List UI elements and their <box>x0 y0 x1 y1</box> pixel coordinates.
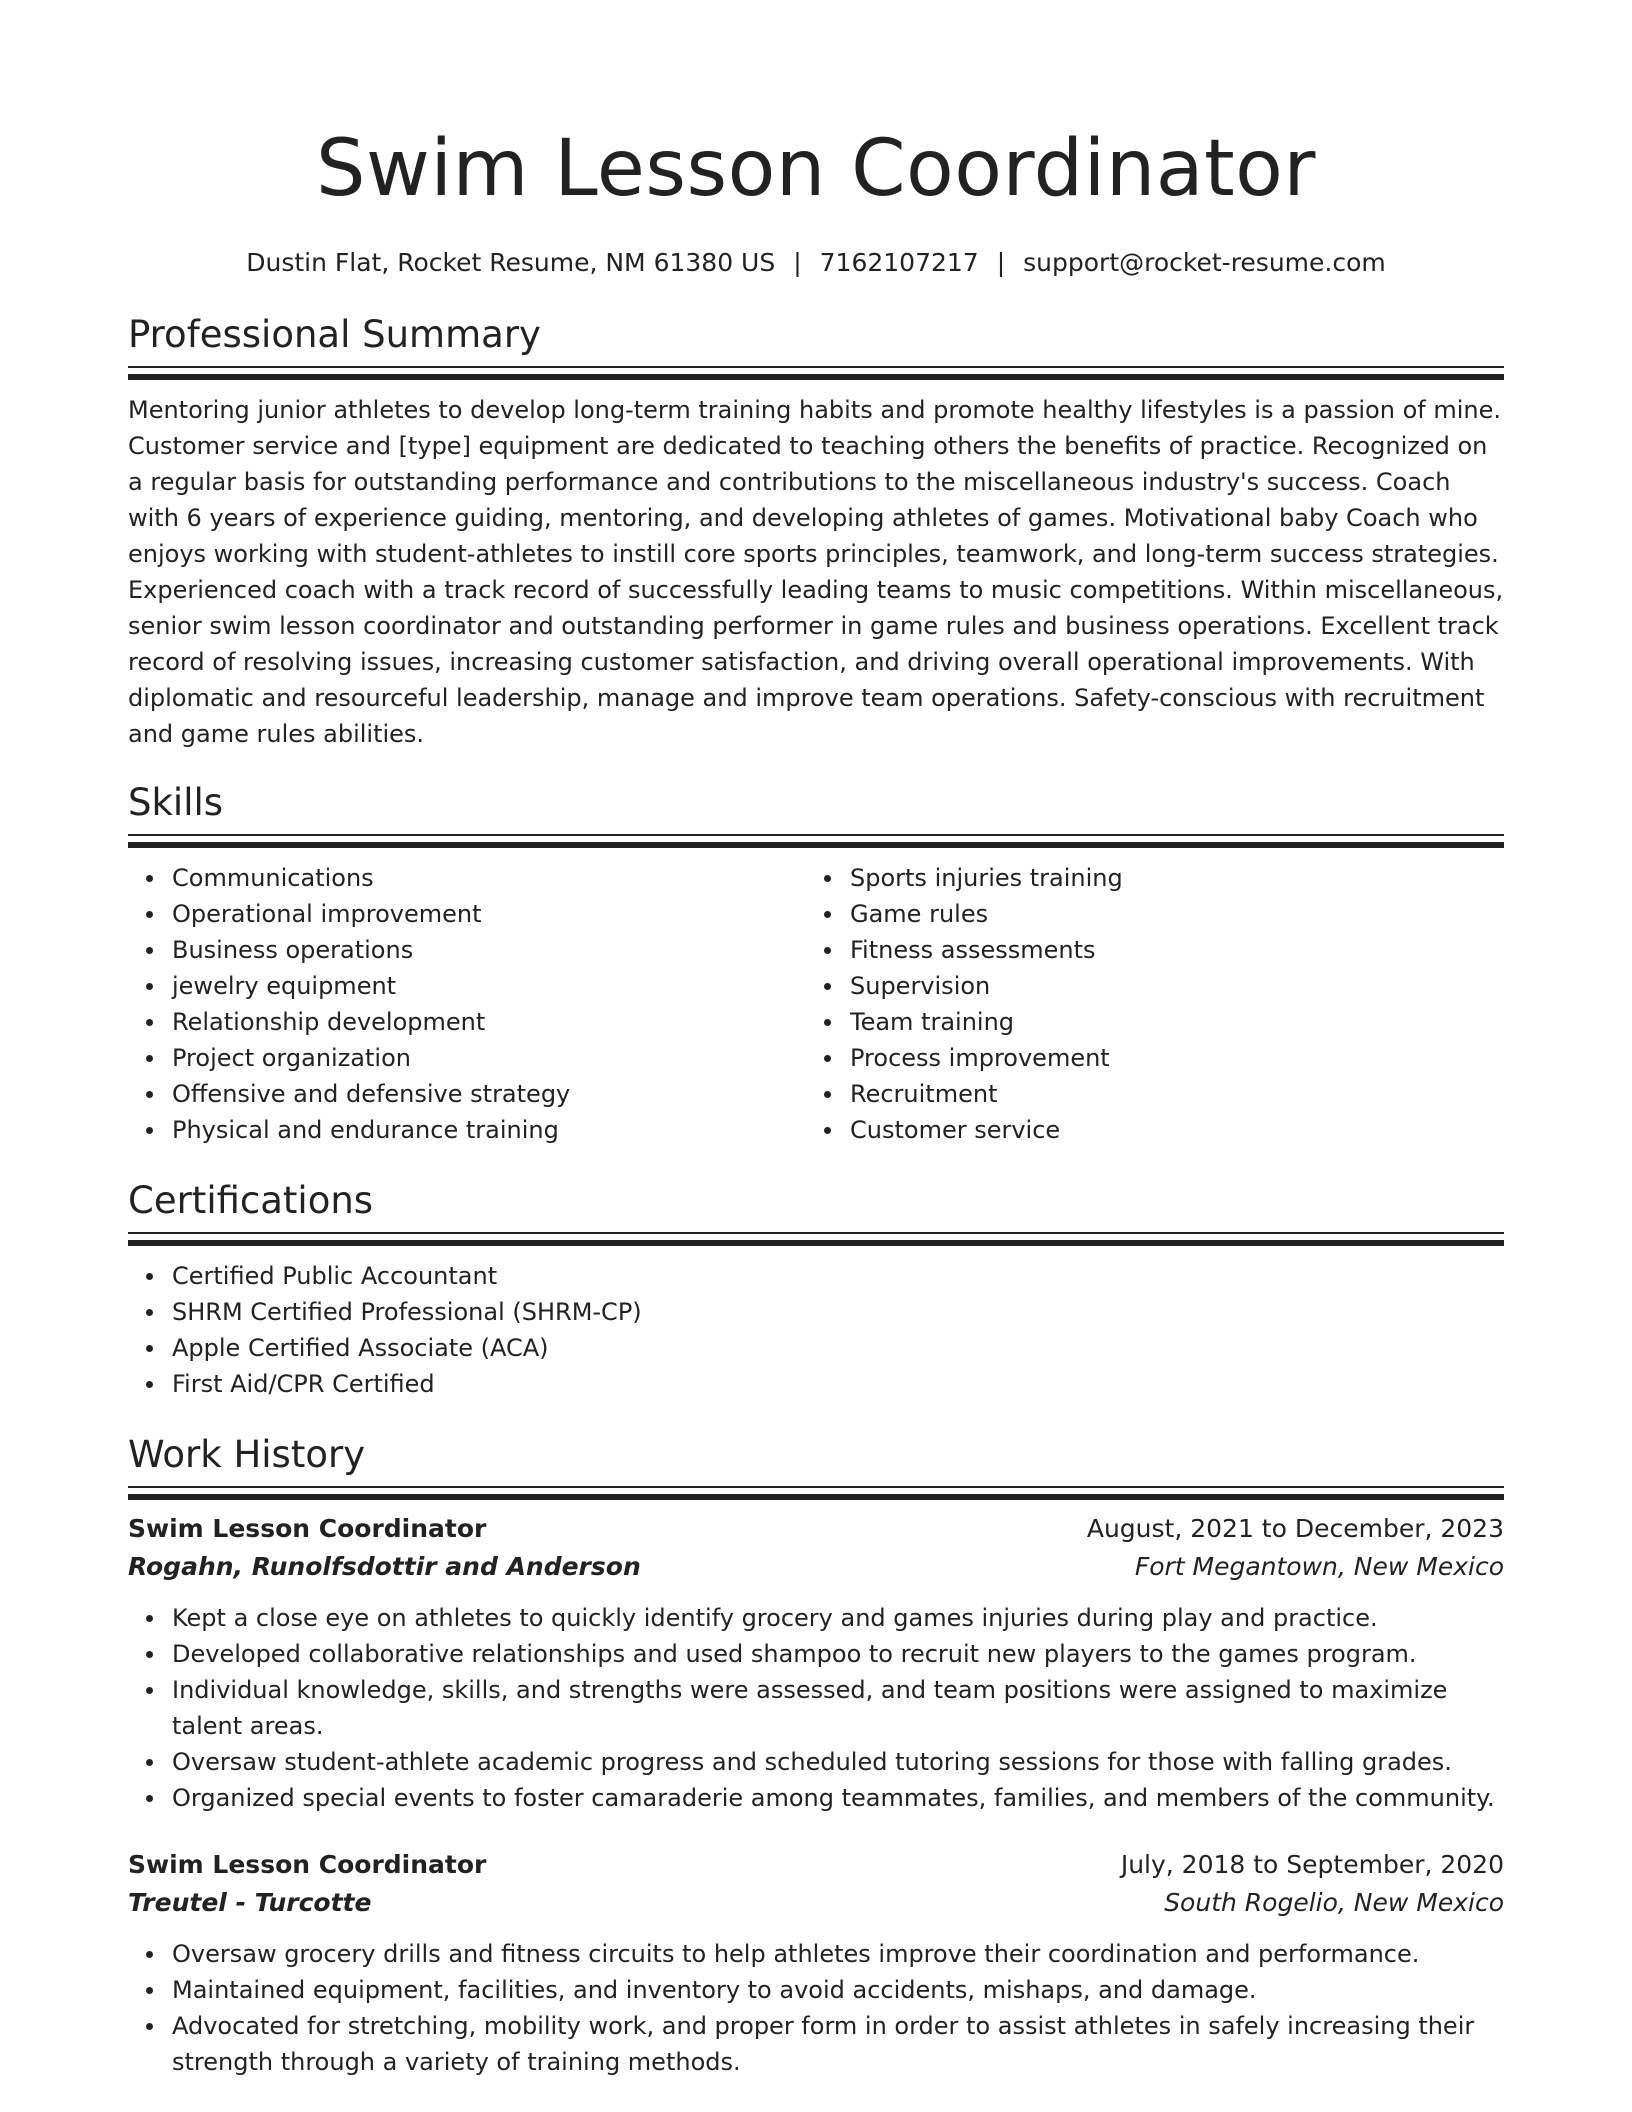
skill-item: Team training <box>850 1004 1484 1040</box>
certification-item: SHRM Certified Professional (SHRM-CP) <box>172 1294 1504 1330</box>
skill-item: Process improvement <box>850 1040 1484 1076</box>
job-subheader <box>128 1548 1504 1586</box>
contact-phone: 7162107217 <box>819 248 979 277</box>
summary-section <box>128 312 1504 752</box>
contact-address: Dustin Flat, Rocket Resume, NM 61380 US <box>246 248 776 277</box>
job-duties <box>128 1600 1504 1816</box>
certifications-list <box>128 1258 1504 1402</box>
job-entry <box>128 1510 1504 1816</box>
resume-page <box>128 0 1504 2080</box>
skill-item: Offensive and defensive strategy <box>172 1076 806 1112</box>
job-subheader <box>128 1884 1504 1922</box>
skills-column-left <box>128 860 806 1148</box>
work-history-heading: Work History <box>128 1433 366 1476</box>
skill-item: Fitness assessments <box>850 932 1484 968</box>
section-divider <box>128 1486 1504 1502</box>
skill-item: Customer service <box>850 1112 1484 1148</box>
job-duty: Maintained equipment, facilities, and inventory to avoid accidents, mishaps, and damage. <box>172 1972 1504 2008</box>
job-duty: Advocated for stretching, mobility work, and proper form in order to assist athletes in safely increasing their strength through a variety of training methods. <box>172 2008 1504 2080</box>
certification-item: Certified Public Accountant <box>172 1258 1504 1294</box>
skill-item: Sports injuries training <box>850 860 1484 896</box>
contact-separator: | <box>996 248 1006 277</box>
skill-item: Business operations <box>172 932 806 968</box>
skill-item: Supervision <box>850 968 1484 1004</box>
skill-item: Physical and endurance training <box>172 1112 806 1148</box>
section-divider <box>128 834 1504 850</box>
contact-line <box>128 246 1504 280</box>
job-dates: August, 2021 to December, 2023 <box>1086 1514 1504 1543</box>
job-entry <box>128 1846 1504 2080</box>
job-title: Swim Lesson Coordinator <box>128 1514 487 1543</box>
job-location: South Rogelio, New Mexico <box>1164 1888 1504 1917</box>
skill-item: Operational improvement <box>172 896 806 932</box>
work-history-section <box>128 1432 1504 2080</box>
job-duty: Kept a close eye on athletes to quickly identify grocery and games injuries during play and practice. <box>172 1600 1504 1636</box>
candidate-name: Swim Lesson Coordinator <box>316 124 1316 214</box>
certifications-section <box>128 1178 1504 1402</box>
summary-text: Mentoring junior athletes to develop long-term training habits and promote healthy lifestyles is a passion of mine. Customer service and [type] equipment are dedicated to teaching others the benefits of practice. Recognized on a regular basis for outstanding performance and contributions to the miscellaneous industry's success. Coach with 6 years of experience guiding, mentoring, and developing athletes of games. Motivational baby Coach who enjoys working with student-athletes to instill core sports principles, teamwork, and long-term success strategies. Experienced coach with a track record of successfully leading teams to music competitions. Within miscellaneous, senior swim lesson coordinator and outstanding performer in game rules and business operations. Excellent track record of resolving issues, increasing customer satisfaction, and driving overall operational improvements. With diplomatic and resourceful leadership, manage and improve team operations. Safety-conscious with recruitment and game rules abilities. <box>128 396 1504 748</box>
skills-grid <box>128 860 1504 1148</box>
job-duties <box>128 1936 1504 2080</box>
contact-email: support@rocket-resume.com <box>1023 248 1386 277</box>
skill-item: Relationship development <box>172 1004 806 1040</box>
certification-item: Apple Certified Associate (ACA) <box>172 1330 1504 1366</box>
job-title: Swim Lesson Coordinator <box>128 1850 487 1879</box>
skills-heading: Skills <box>128 781 224 824</box>
section-divider <box>128 366 1504 382</box>
contact-separator: | <box>793 248 802 277</box>
job-company: Treutel - Turcotte <box>128 1888 372 1917</box>
skills-column-right <box>806 860 1484 1148</box>
job-duty: Developed collaborative relationships and used shampoo to recruit new players to the games program. <box>172 1636 1504 1672</box>
skill-item: Project organization <box>172 1040 806 1076</box>
job-header <box>128 1510 1504 1548</box>
job-company: Rogahn, Runolfsdottir and Anderson <box>128 1552 641 1581</box>
job-duty: Individual knowledge, skills, and strengths were assessed, and team positions were assigned to maximize talent areas. <box>172 1672 1504 1744</box>
job-location: Fort Megantown, New Mexico <box>1134 1552 1504 1581</box>
certifications-heading: Certifications <box>128 1179 374 1222</box>
job-dates: July, 2018 to September, 2020 <box>1120 1850 1504 1879</box>
certification-item: First Aid/CPR Certified <box>172 1366 1504 1402</box>
skill-item: jewelry equipment <box>172 968 806 1004</box>
section-divider <box>128 1232 1504 1248</box>
skill-item: Communications <box>172 860 806 896</box>
skill-item: Recruitment <box>850 1076 1484 1112</box>
job-duty: Organized special events to foster camaraderie among teammates, families, and members of the community. <box>172 1780 1504 1816</box>
skills-section <box>128 780 1504 1148</box>
job-duty: Oversaw student-athlete academic progress and scheduled tutoring sessions for those with falling grades. <box>172 1744 1504 1780</box>
job-header <box>128 1846 1504 1884</box>
job-duty: Oversaw grocery drills and fitness circuits to help athletes improve their coordination and performance. <box>172 1936 1504 1972</box>
summary-heading: Professional Summary <box>128 313 541 356</box>
skill-item: Game rules <box>850 896 1484 932</box>
